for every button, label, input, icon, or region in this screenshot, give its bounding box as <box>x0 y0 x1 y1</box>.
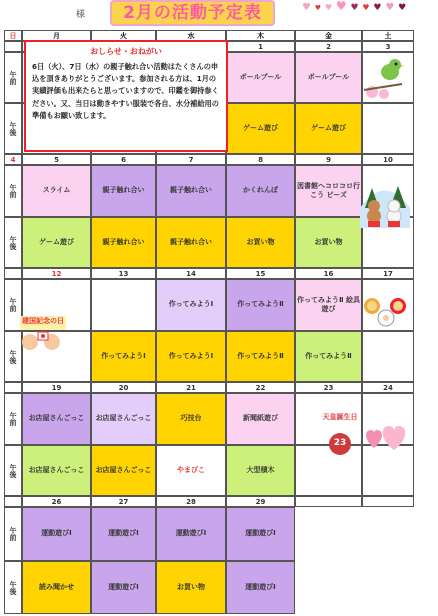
lion-friends-illustration <box>362 290 408 330</box>
date-cell: 21 <box>156 382 226 393</box>
heart-icon: ♥ <box>335 0 347 13</box>
side-am-label: 午前 <box>4 279 22 331</box>
heart-icon: ♥ <box>398 3 407 13</box>
activity-cell-pm: ゲーム遊び <box>226 103 295 154</box>
heart-icon: ♥ <box>373 3 382 13</box>
date-cell: 29 <box>226 496 295 507</box>
date-cell: 23 <box>295 382 362 393</box>
side-pm-label: 午後 <box>4 103 22 154</box>
activity-cell-am <box>295 507 362 561</box>
date-cell: 19 <box>22 382 91 393</box>
activity-cell-pm: お買い物 <box>226 217 295 268</box>
week-side-date <box>4 268 22 279</box>
date-cell: 13 <box>91 268 156 279</box>
date-cell: 2 <box>295 41 362 52</box>
weekday-header: 土 <box>362 30 414 41</box>
weekday-header: 木 <box>226 30 295 41</box>
date-cell: 24 <box>362 382 414 393</box>
date-cell: 27 <box>91 496 156 507</box>
activity-cell-pm: お買い物 <box>156 561 226 614</box>
activity-cell-am: 巧技台 <box>156 393 226 445</box>
activity-cell-am: 図書館へコロコロ行こう ビーズ <box>295 165 362 217</box>
activity-cell-am: スライム <box>22 165 91 217</box>
activity-cell-am: 作ってみようⅠ <box>156 279 226 331</box>
activity-cell-pm: 親子触れ合い <box>91 217 156 268</box>
activity-cell-am: お店屋さんごっこ <box>91 393 156 445</box>
side-pm-label: 午後 <box>4 331 22 382</box>
date-cell: 26 <box>22 496 91 507</box>
heart-icon: ♥ <box>362 3 370 12</box>
weekday-header: 金 <box>295 30 362 41</box>
date-cell: 22 <box>226 382 295 393</box>
activity-cell-am: お店屋さんごっこ <box>22 393 91 445</box>
activity-cell-am <box>91 279 156 331</box>
header-leading-text: 様 <box>76 10 86 20</box>
weekday-header: 火 <box>91 30 156 41</box>
page-title: 2月の活動予定表 <box>110 0 275 26</box>
activity-cell-am: 運動遊びⅠ <box>22 507 91 561</box>
hearts-illustration <box>362 420 408 454</box>
activity-cell-am: かくれんぼ <box>226 165 295 217</box>
week-side-date <box>4 496 22 507</box>
activity-cell-pm: 運動遊びⅠ <box>226 561 295 614</box>
hearts-decoration <box>302 0 432 24</box>
date-cell: 12 <box>22 268 91 279</box>
national-foundation-day-label: 建国記念の日 <box>22 317 64 325</box>
notice-box <box>24 40 228 152</box>
activity-cell-am: ボールプール <box>226 52 295 103</box>
date-cell: 5 <box>22 154 91 165</box>
activity-cell-pm: 作ってみようⅠ <box>156 331 226 382</box>
side-am-label: 午前 <box>4 507 22 561</box>
activity-cell-pm: やまびこ <box>156 445 226 496</box>
date-cell: 15 <box>226 268 295 279</box>
activity-cell-am: 運動遊びⅠ <box>226 507 295 561</box>
activity-cell-am: 作ってみようⅡ <box>226 279 295 331</box>
side-am-label: 午前 <box>4 165 22 217</box>
activity-cell-pm: お買い物 <box>295 217 362 268</box>
notice-body: 6日（火）、7日（水）の親子触れ合い活動はたくさんの申込を頂きありがとうございます。参加される方は、1月の実績評価も出来たらと思っていますので、印鑑を御持参ください。又、当日は動きやすい服装で各自、水分補給用の準備もお願い致します。 <box>32 62 219 120</box>
date-cell: 14 <box>156 268 226 279</box>
date-cell: 7 <box>156 154 226 165</box>
bird-on-branch-illustration <box>362 54 406 100</box>
date-cell: 8 <box>226 154 295 165</box>
activity-cell-am: 親子触れ合い <box>91 165 156 217</box>
activity-cell-pm: お店屋さんごっこ <box>91 445 156 496</box>
activity-cell-pm: 作ってみようⅡ <box>226 331 295 382</box>
heart-icon: ♥ <box>350 3 359 13</box>
week-side-date <box>4 382 22 393</box>
activity-cell-pm <box>295 561 362 614</box>
activity-cell-pm: 親子触れ合い <box>156 217 226 268</box>
week-side-date: 4 <box>4 154 22 165</box>
emperor-birthday-number: 23 <box>333 438 347 448</box>
side-am-label: 午前 <box>4 393 22 445</box>
activity-cell-pm: 作ってみようⅠ <box>91 331 156 382</box>
heart-icon: ♥ <box>314 4 322 12</box>
activity-cell-pm: 大型積木 <box>226 445 295 496</box>
activity-cell-pm: お店屋さんごっこ <box>22 445 91 496</box>
date-cell: 9 <box>295 154 362 165</box>
date-cell: 3 <box>362 41 414 52</box>
weekday-header: 日 <box>4 30 22 41</box>
activity-cell-pm: 読み聞かせ <box>22 561 91 614</box>
weekday-header: 水 <box>156 30 226 41</box>
activity-cell-am: 新聞紙遊び <box>226 393 295 445</box>
heart-icon: ♥ <box>324 3 333 12</box>
date-cell: 1 <box>226 41 295 52</box>
activity-cell-pm <box>362 561 414 614</box>
activity-cell-pm: ゲーム遊び <box>22 217 91 268</box>
date-cell: 6 <box>91 154 156 165</box>
side-pm-label: 午後 <box>4 561 22 614</box>
snow-kids-illustration <box>360 168 410 238</box>
date-cell: 28 <box>156 496 226 507</box>
date-cell <box>362 496 414 507</box>
date-cell: 20 <box>91 382 156 393</box>
heart-icon: ♥ <box>302 2 311 13</box>
activity-cell-pm: ゲーム遊び <box>295 103 362 154</box>
weekday-header: 月 <box>22 30 91 41</box>
activity-cell-am: 運動遊びⅠ <box>156 507 226 561</box>
week-side-date <box>4 41 22 52</box>
side-pm-label: 午後 <box>4 445 22 496</box>
notice-title: おしらせ・おねがい <box>90 47 162 56</box>
date-cell <box>295 496 362 507</box>
activity-cell-am <box>362 507 414 561</box>
heart-icon: ♥ <box>385 2 395 13</box>
activity-cell-pm <box>362 103 414 154</box>
activity-cell-am: ボールプール <box>295 52 362 103</box>
activity-cell-am: 運動遊びⅠ <box>91 507 156 561</box>
date-cell: 17 <box>362 268 414 279</box>
activity-cell-pm: 運動遊びⅠ <box>91 561 156 614</box>
side-am-label: 午前 <box>4 52 22 103</box>
side-pm-label: 午後 <box>4 217 22 268</box>
activity-cell-pm: 作ってみようⅡ <box>295 331 362 382</box>
activity-cell-am: 作ってみようⅡ 絵具遊び <box>295 279 362 331</box>
emperor-birthday-label: 天皇誕生日 <box>322 413 358 421</box>
activity-cell-pm <box>362 331 414 382</box>
activity-cell-am: 親子触れ合い <box>156 165 226 217</box>
date-cell: 16 <box>295 268 362 279</box>
date-cell: 10 <box>362 154 414 165</box>
